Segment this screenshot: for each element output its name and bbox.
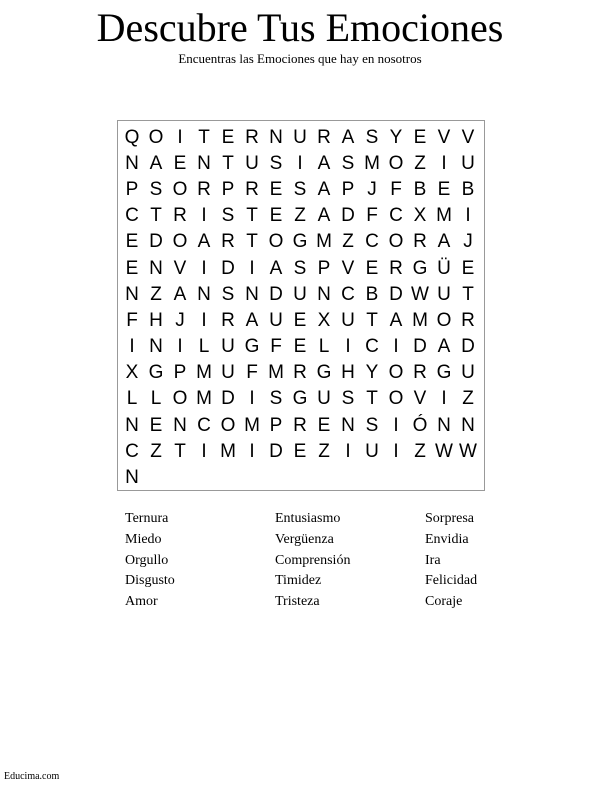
- grid-letter: N: [197, 152, 211, 174]
- grid-letter: E: [269, 205, 283, 227]
- grid-letter: F: [366, 205, 378, 227]
- grid-letter: R: [389, 257, 403, 279]
- grid-letter: Z: [462, 388, 474, 410]
- grid-letter: O: [220, 414, 236, 436]
- grid-letter: G: [244, 336, 260, 358]
- page-subtitle: Encuentras las Emociones que hay en nosotros: [178, 51, 422, 66]
- grid-letter: O: [172, 231, 188, 253]
- word-list-item: Amor: [125, 594, 158, 610]
- grid-letter: S: [221, 205, 235, 227]
- grid-letter: A: [317, 178, 331, 200]
- grid-letter: M: [196, 388, 212, 410]
- word-list-item: Orgullo: [125, 552, 169, 568]
- grid-letter: O: [268, 231, 284, 253]
- grid-letter: A: [197, 231, 211, 253]
- grid-letter: E: [149, 414, 163, 436]
- grid-letter: S: [341, 152, 355, 174]
- page-title: Descubre Tus Emociones: [96, 5, 504, 50]
- grid-letter: L: [126, 388, 138, 410]
- grid-letter: F: [126, 309, 138, 331]
- grid-letter: Z: [294, 205, 306, 227]
- grid-letter: E: [317, 414, 331, 436]
- grid-letter: I: [393, 440, 399, 462]
- grid-letter: I: [393, 414, 399, 436]
- grid-letter: L: [150, 388, 162, 410]
- grid-letter: L: [318, 336, 330, 358]
- grid-letter: C: [365, 336, 379, 358]
- grid-letter: I: [201, 440, 207, 462]
- grid-letter: T: [246, 205, 258, 227]
- word-list-item: Entusiasmo: [275, 511, 341, 526]
- word-list-item: Ira: [425, 552, 441, 568]
- grid-letter: N: [341, 414, 355, 436]
- grid-letter: V: [173, 257, 187, 279]
- grid-letter: P: [341, 178, 355, 200]
- grid-letter: N: [437, 414, 451, 436]
- grid-letter: D: [269, 283, 283, 305]
- grid-letter: N: [125, 467, 139, 489]
- grid-letter: N: [269, 126, 283, 148]
- grid-letter: Z: [414, 440, 426, 462]
- grid-letter: E: [413, 126, 427, 148]
- grid-letter: U: [317, 388, 331, 410]
- grid-letter: M: [196, 362, 212, 384]
- word-list-item: Timidez: [275, 573, 322, 589]
- grid-letter: B: [461, 178, 475, 200]
- grid-letter: P: [269, 414, 283, 436]
- grid-letter: R: [221, 309, 235, 331]
- grid-letter: G: [292, 231, 308, 253]
- grid-letter: F: [390, 178, 402, 200]
- grid-letter: A: [317, 152, 331, 174]
- grid-letter: G: [316, 362, 332, 384]
- grid-letter: X: [413, 205, 427, 227]
- grid-letter: S: [269, 388, 283, 410]
- grid-letter: V: [341, 257, 355, 279]
- grid-letter: H: [149, 309, 163, 331]
- grid-letter: R: [413, 362, 427, 384]
- grid-letter: O: [436, 309, 452, 331]
- grid-letter: N: [125, 414, 139, 436]
- grid-letter: T: [246, 231, 258, 253]
- word-list-item: Envidia: [425, 531, 469, 547]
- grid-letter: V: [461, 126, 475, 148]
- grid-letter: O: [148, 126, 164, 148]
- grid-letter: T: [222, 152, 234, 174]
- grid-letter: C: [389, 205, 403, 227]
- grid-letter: T: [462, 283, 474, 305]
- word-list-item: Disgusto: [125, 573, 175, 589]
- word-list-item: Ternura: [125, 511, 169, 526]
- grid-letter: N: [149, 336, 163, 358]
- grid-letter: Z: [342, 231, 354, 253]
- grid-letter: I: [177, 126, 183, 148]
- grid-letter: E: [269, 178, 283, 200]
- grid-letter: C: [365, 231, 379, 253]
- grid-letter: Z: [318, 440, 330, 462]
- grid-letter: E: [293, 309, 307, 331]
- grid-letter: U: [293, 283, 307, 305]
- grid-letter: D: [461, 336, 475, 358]
- grid-letter: Y: [365, 362, 379, 384]
- grid-letter: X: [317, 309, 331, 331]
- grid-letter: G: [436, 362, 452, 384]
- grid-letter: O: [388, 388, 404, 410]
- grid-letter: G: [412, 257, 428, 279]
- grid-letter: F: [270, 336, 282, 358]
- grid-letter: B: [413, 178, 427, 200]
- grid-letter: U: [245, 152, 259, 174]
- grid-letter: I: [249, 440, 255, 462]
- grid-letter: H: [341, 362, 355, 384]
- grid-letter: C: [125, 205, 139, 227]
- grid-letter: I: [393, 336, 399, 358]
- word-list-item: Miedo: [125, 531, 162, 547]
- grid-letter: M: [412, 309, 428, 331]
- grid-letter: A: [389, 309, 403, 331]
- grid-letter: Y: [389, 126, 403, 148]
- word-list-item: Felicidad: [425, 573, 478, 589]
- grid-letter: T: [174, 440, 186, 462]
- grid-letter: A: [269, 257, 283, 279]
- grid-letter: A: [437, 336, 451, 358]
- word-list-item: Tristeza: [275, 594, 320, 610]
- grid-letter: M: [364, 152, 380, 174]
- grid-letter: E: [125, 231, 139, 253]
- grid-letter: U: [221, 362, 235, 384]
- grid-letter: R: [293, 414, 307, 436]
- grid-letter: A: [317, 205, 331, 227]
- grid-letter: E: [173, 152, 187, 174]
- grid-letter: U: [365, 440, 379, 462]
- grid-letter: Z: [150, 440, 162, 462]
- grid-letter: W: [411, 283, 429, 305]
- grid-letter: R: [197, 178, 211, 200]
- grid-letter: M: [244, 414, 260, 436]
- grid-letter: U: [461, 362, 475, 384]
- grid-letter: J: [463, 231, 473, 253]
- grid-letter: I: [345, 440, 351, 462]
- grid-letter: U: [269, 309, 283, 331]
- grid-letter: S: [269, 152, 283, 174]
- grid-letter: R: [461, 309, 475, 331]
- grid-letter: R: [413, 231, 427, 253]
- grid-letter: W: [459, 440, 477, 462]
- grid-letter: I: [201, 257, 207, 279]
- grid-letter: D: [341, 205, 355, 227]
- grid-letter: U: [461, 152, 475, 174]
- grid-letter: E: [221, 126, 235, 148]
- grid-letter: N: [197, 283, 211, 305]
- grid-letter: I: [129, 336, 135, 358]
- grid-letter: S: [149, 178, 163, 200]
- word-list: [125, 509, 505, 613]
- grid-letter: P: [173, 362, 187, 384]
- grid-letter: R: [293, 362, 307, 384]
- grid-letter: S: [221, 283, 235, 305]
- grid-letter: A: [341, 126, 355, 148]
- grid-letter: D: [389, 283, 403, 305]
- grid-letter: P: [221, 178, 235, 200]
- grid-letter: L: [198, 336, 210, 358]
- grid-letter: R: [221, 231, 235, 253]
- grid-letter: R: [317, 126, 331, 148]
- grid-letter: D: [269, 440, 283, 462]
- grid-letter: G: [292, 388, 308, 410]
- grid-letter: M: [316, 231, 332, 253]
- word-list-item: Sorpresa: [425, 511, 474, 526]
- grid-letter: X: [125, 362, 139, 384]
- grid-letter: V: [437, 126, 451, 148]
- grid-letter: O: [172, 388, 188, 410]
- grid-letter: R: [245, 126, 259, 148]
- grid-letter: D: [221, 257, 235, 279]
- grid-letter: C: [341, 283, 355, 305]
- grid-letter: R: [245, 178, 259, 200]
- word-list-item: Vergüenza: [275, 531, 334, 547]
- grid-letter: U: [221, 336, 235, 358]
- grid-letter: I: [201, 309, 207, 331]
- grid-letter: E: [365, 257, 379, 279]
- grid-letter: A: [149, 152, 163, 174]
- grid-letter: N: [173, 414, 187, 436]
- word-list-item: Comprensión: [275, 552, 351, 568]
- grid-letter: T: [366, 388, 378, 410]
- grid-letter: A: [437, 231, 451, 253]
- grid-letter: D: [149, 231, 163, 253]
- grid-letter: I: [177, 336, 183, 358]
- grid-letter: N: [125, 283, 139, 305]
- grid-letter: P: [125, 178, 139, 200]
- grid-letter: S: [293, 178, 307, 200]
- grid-letter: E: [437, 178, 451, 200]
- letter-grid: [120, 124, 480, 491]
- grid-letter: D: [221, 388, 235, 410]
- grid-letter: I: [297, 152, 303, 174]
- grid-letter: C: [125, 440, 139, 462]
- grid-letter: S: [365, 414, 379, 436]
- grid-letter: T: [150, 205, 162, 227]
- grid-letter: D: [413, 336, 427, 358]
- grid-letter: O: [172, 178, 188, 200]
- grid-letter: W: [435, 440, 453, 462]
- grid-letter: N: [245, 283, 259, 305]
- grid-letter: G: [148, 362, 164, 384]
- grid-letter: M: [436, 205, 452, 227]
- grid-letter: Z: [414, 152, 426, 174]
- grid-letter: P: [317, 257, 331, 279]
- grid-letter: S: [293, 257, 307, 279]
- grid-letter: A: [245, 309, 259, 331]
- grid-letter: J: [367, 178, 377, 200]
- grid-letter: U: [437, 283, 451, 305]
- grid-letter: Ü: [437, 257, 451, 279]
- footer-credit: Educima.com: [4, 771, 60, 782]
- grid-letter: S: [341, 388, 355, 410]
- grid-letter: J: [175, 309, 185, 331]
- grid-letter: I: [345, 336, 351, 358]
- grid-letter: F: [246, 362, 258, 384]
- grid-letter: E: [125, 257, 139, 279]
- grid-letter: V: [413, 388, 427, 410]
- grid-letter: S: [365, 126, 379, 148]
- grid-letter: E: [293, 440, 307, 462]
- grid-letter: M: [268, 362, 284, 384]
- word-search-grid: [117, 120, 485, 491]
- grid-letter: O: [388, 362, 404, 384]
- grid-letter: M: [220, 440, 236, 462]
- word-list-item: Coraje: [425, 594, 463, 610]
- grid-letter: A: [173, 283, 187, 305]
- grid-letter: I: [249, 257, 255, 279]
- grid-letter: I: [465, 205, 471, 227]
- grid-letter: T: [198, 126, 210, 148]
- grid-letter: O: [388, 152, 404, 174]
- grid-letter: R: [173, 205, 187, 227]
- grid-letter: I: [441, 388, 447, 410]
- grid-letter: E: [461, 257, 475, 279]
- grid-letter: B: [365, 283, 379, 305]
- grid-letter: O: [388, 231, 404, 253]
- grid-letter: E: [293, 336, 307, 358]
- grid-letter: I: [249, 388, 255, 410]
- grid-letter: C: [197, 414, 211, 436]
- grid-letter: Ó: [412, 414, 428, 436]
- grid-letter: N: [461, 414, 475, 436]
- grid-letter: N: [125, 152, 139, 174]
- grid-letter: N: [317, 283, 331, 305]
- grid-letter: Z: [150, 283, 162, 305]
- grid-letter: T: [366, 309, 378, 331]
- grid-letter: N: [149, 257, 163, 279]
- grid-letter: Q: [124, 126, 140, 148]
- grid-letter: U: [341, 309, 355, 331]
- grid-letter: I: [201, 205, 207, 227]
- grid-letter: U: [293, 126, 307, 148]
- grid-letter: I: [441, 152, 447, 174]
